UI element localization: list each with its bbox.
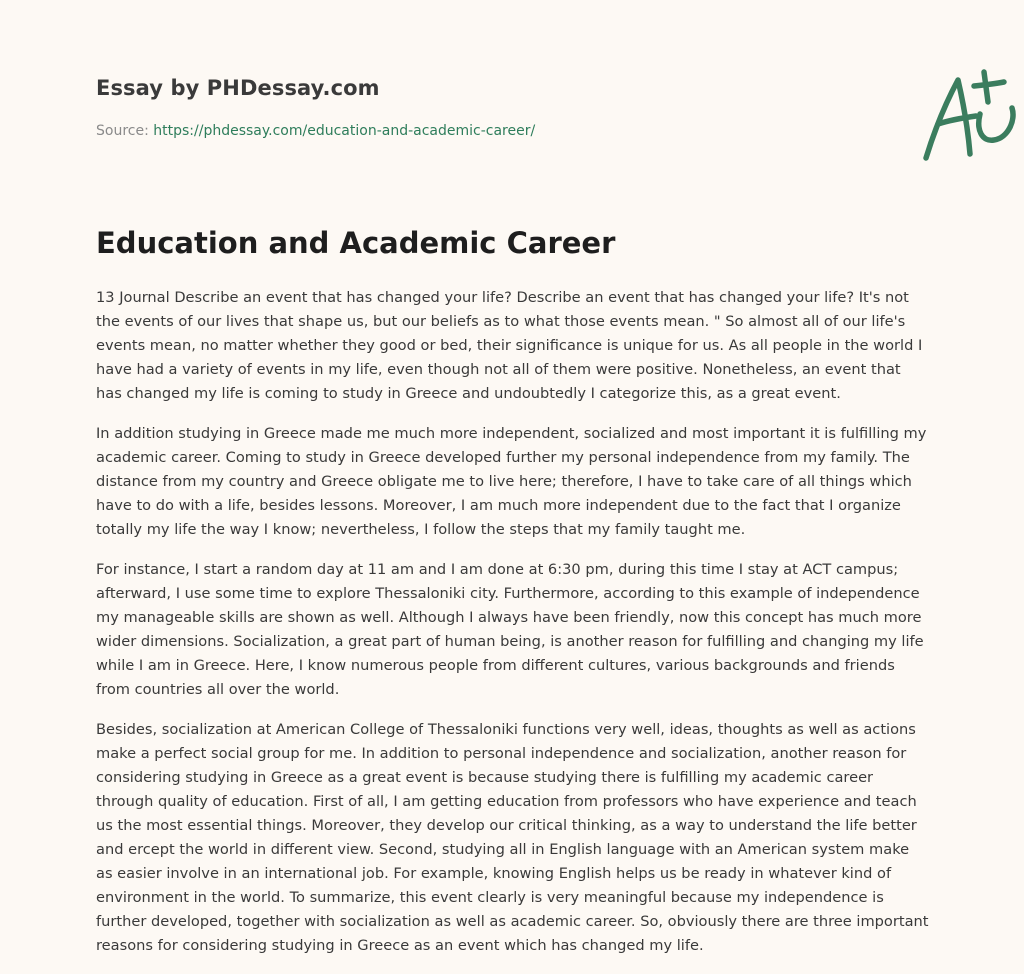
essay-paragraph: 13 Journal Describe an event that has changed your life? Describe an event that has changed your life? It's not the events of our lives that shape us, but our beliefs as to what those events mean. " So almost all of our life's events mean, no matter whether they good or bed, their significance is unique for us. As all people in the world I have had a variety of events in my life, even though not all of them were positive. Nonetheless, an event that has changed my life is coming to study in Greece and undoubtedly I categorize this, as a great event. <box>96 289 923 402</box>
essay-body <box>96 286 930 974</box>
site-title: Essay by PHDessay.com <box>96 76 380 100</box>
essay-paragraph: Besides, socialization at American College of Thessaloniki functions very well, ideas, thoughts as well as actions make a perfect social group for me. In addition to personal independence and socialization, another reason for considering studying in Greece as a great event is because studying there is fulfilling my academic career through quality of education. First of all, I am getting education from professors who have experience and teach us the most essential things. Moreover, they develop our critical thinking, as a way to understand the life better and ercept the world in different view. Second, studying all in English language with an American system make as easier involve in an international job. For example, knowing English helps us be ready in whatever kind of environment in the world. To summarize, this event clearly is very meaningful because my independence is further developed, together with socialization as well as academic career. So, obviously there are three important reasons for considering studying in Greece as an event which has changed my life. <box>96 721 929 954</box>
source-label: Source: <box>96 123 149 139</box>
essay-paragraph: For instance, I start a random day at 11 am and I am done at 6:30 pm, during this time I stay at ACT campus; afterward, I use some time to explore Thessaloniki city. Furthermore, according to this example of independence my manageable skills are shown as well. Although I always have been friendly, now this concept has much more wider dimensions. Socialization, a great part of human being, is another reason for fulfilling and changing my life while I am in Greece. Here, I know numerous people from different cultures, various backgrounds and friends from countries all over the world. <box>96 561 924 698</box>
source-line <box>96 123 535 139</box>
source-link[interactable]: https://phdessay.com/education-and-academic-career/ <box>153 123 536 139</box>
essay-paragraph: In addition studying in Greece made me much more independent, socialized and most important it is fulfilling my academic career. Coming to study in Greece developed further my personal independence from my family. The distance from my country and Greece obligate me to live here; therefore, I have to take care of all things which have to do with a life, besides lessons. Moreover, I am much more independent due to the fact that I organize totally my life the way I know; nevertheless, I follow the steps that my family taught me. <box>96 425 927 538</box>
essay-title: Education and Academic Career <box>96 226 616 260</box>
a-plus-logo-icon <box>918 68 1024 164</box>
